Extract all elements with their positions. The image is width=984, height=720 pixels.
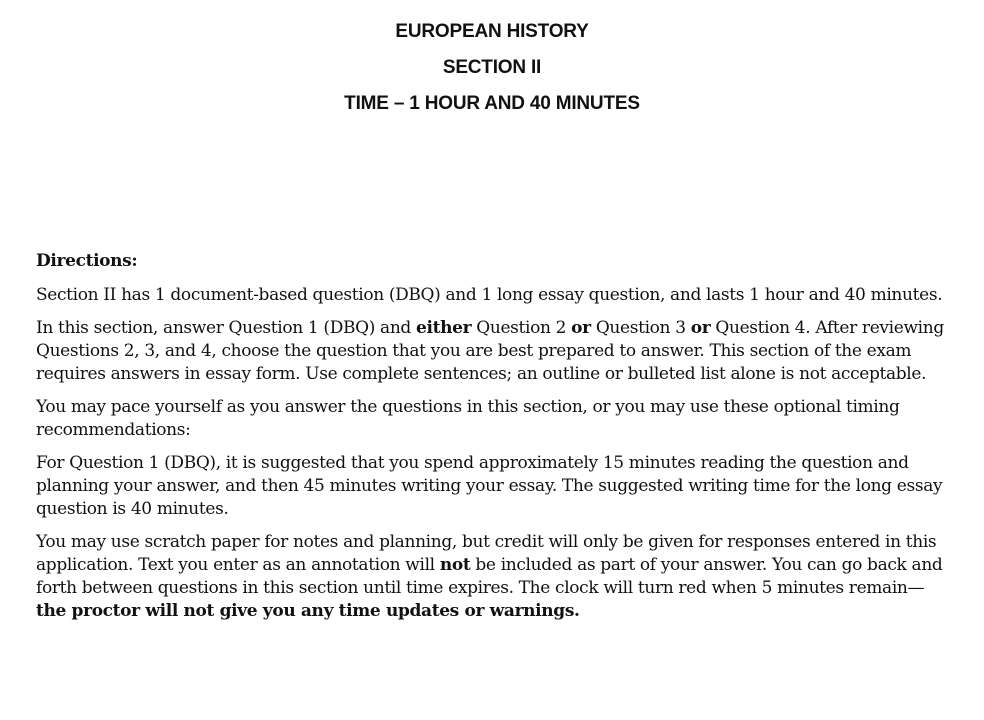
directions-block: [36, 250, 954, 633]
exam-title: EUROPEAN HISTORY: [395, 21, 589, 42]
p2-text-3: Question 3: [590, 318, 691, 338]
p5-emphasis-not: not: [439, 555, 471, 575]
paragraph-scratch-paper: [36, 531, 954, 623]
paragraph-question-choice: [36, 317, 954, 386]
p2-emphasis-either: either: [416, 318, 472, 338]
section-title: SECTION II: [442, 57, 542, 78]
p2-text-1: In this section, answer Question 1 (DBQ) and: [36, 318, 417, 338]
p2-emphasis-or-1: or: [571, 318, 591, 338]
p5-text-2: be included as part of your answer. You can go back and forth between questions in this section until time expires. The clock will turn red when 5 minutes remain—: [36, 555, 943, 598]
p5-text-1: You may use scratch paper for notes and planning, but credit will only be given for responses entered in this application. Text you enter as an annotation will: [36, 532, 937, 575]
p2-text-2: Question 2: [471, 318, 572, 338]
time-limit: TIME – 1 HOUR AND 40 MINUTES: [344, 93, 640, 114]
p2-text-4: Question 4. After reviewing Questions 2, 3, and 4, choose the question that you are best prepared to answer. This section of the exam requires answers in essay form. Use complete sentences; an outline or bulleted list alone is not acceptable.: [36, 318, 944, 384]
directions-heading: Directions:: [36, 251, 138, 271]
section-header: [0, 19, 984, 127]
p2-emphasis-or-2: or: [690, 318, 711, 338]
p5-emphasis-proctor-warning: the proctor will not give you any time updates or warnings.: [36, 601, 580, 621]
paragraph-pacing: You may pace yourself as you answer the questions in this section, or you may use these optional timing recommendations:: [36, 397, 900, 440]
paragraph-overview: Section II has 1 document-based question (DBQ) and 1 long essay question, and lasts 1 hour and 40 minutes.: [36, 285, 943, 305]
paragraph-timing: For Question 1 (DBQ), it is suggested that you spend approximately 15 minutes reading the question and planning your answer, and then 45 minutes writing your essay. The suggested writing time for the long essay question is 40 minutes.: [36, 453, 943, 519]
